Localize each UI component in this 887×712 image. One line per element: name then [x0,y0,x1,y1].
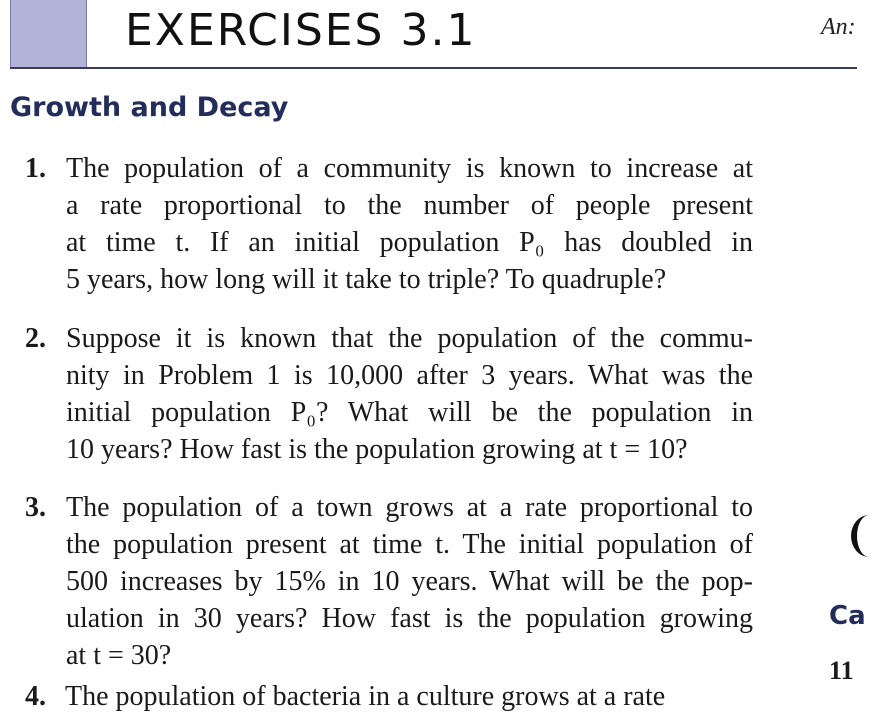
problem-4-partial [25,681,765,712]
problem-number: 2. [25,323,46,354]
problem-line: initial population P₀? What will be the population in [66,397,753,428]
margin-heading-fragment: Ca [829,601,866,631]
page-title: EXERCISES 3.1 [125,5,477,56]
problem-number: 4. [25,681,46,712]
problem-line: 500 increases by 15% in 10 years. What will be the pop- [66,566,753,597]
problem-text: The population of bacteria in a culture grows at a rate [65,681,666,712]
problem-line: at t = 30? [66,640,172,671]
problem-line: The population of a community is known to increase at [66,153,753,184]
problem-line: the population present at time t. The initial population of [66,529,753,560]
problem-line: a rate proportional to the number of people present [66,190,753,221]
problem-3 [25,489,753,674]
margin-number-fragment: 11 [829,656,854,685]
problem-number: 1. [25,153,46,184]
margin-note: An: [821,14,856,40]
problem-line: 5 years, how long will it take to triple? To quadruple? [66,264,667,295]
problem-number: 3. [25,492,46,523]
header-divider [10,67,857,69]
problem-line: 10 years? How fast is the population growing at t = 10? [66,434,688,465]
problem-line: The population of a town grows at a rate proportional to [66,492,753,523]
problem-line: ulation in 30 years? How fast is the population growing [66,603,753,634]
problem-text [66,489,753,674]
problem-2 [25,320,753,468]
problem-1 [25,150,753,298]
problem-text [66,150,753,298]
section-heading: Growth and Decay [10,92,289,123]
problem-line: Suppose it is known that the population of the commu- [66,323,753,354]
problem-text [66,320,753,468]
margin-figure-arc [851,515,887,557]
header-color-block [10,0,87,67]
problem-line: at time t. If an initial population P₀ has doubled in [66,227,753,258]
problem-line: nity in Problem 1 is 10,000 after 3 years. What was the [66,360,753,391]
